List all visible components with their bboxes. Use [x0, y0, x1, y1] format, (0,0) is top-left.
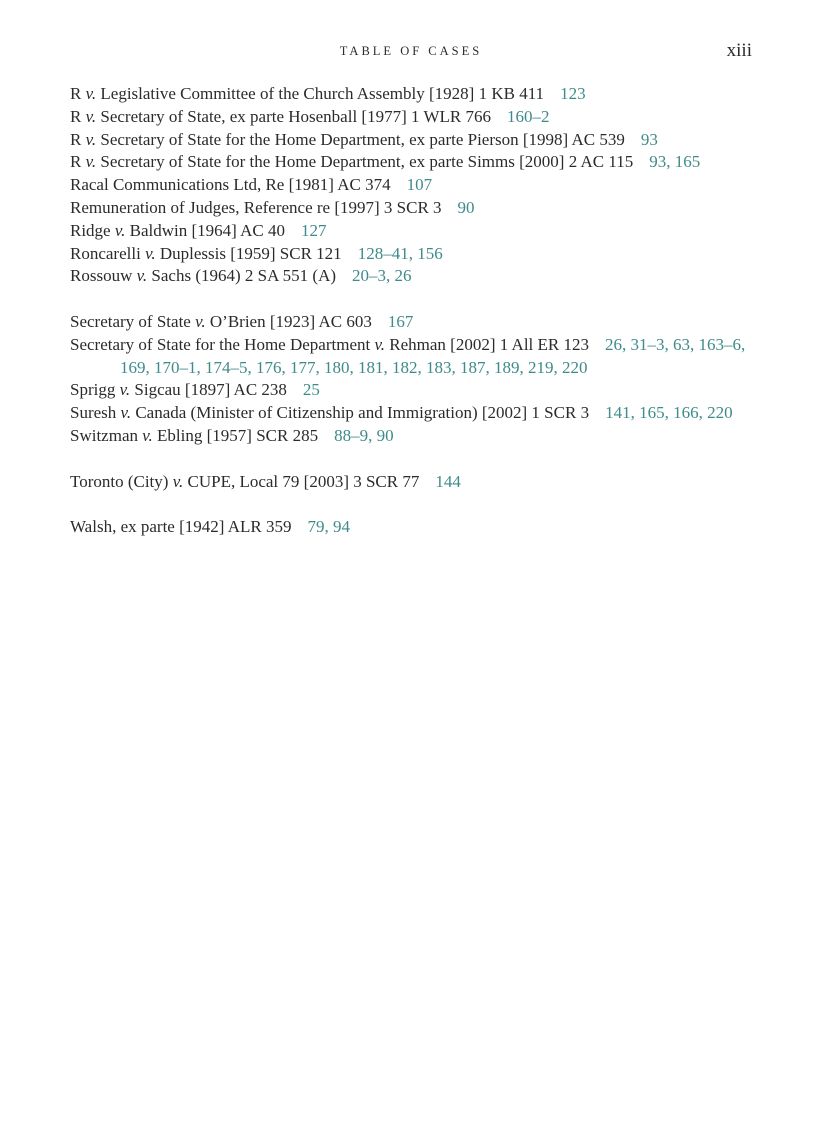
case-entry: Walsh, ex parte [1942] ALR 359 79, 94: [70, 517, 350, 537]
page-refs[interactable]: 25: [302, 380, 320, 400]
page-refs[interactable]: 93, 165: [649, 152, 701, 172]
page-header: [70, 40, 752, 66]
letter-group-gap: [70, 448, 760, 471]
case-entry: Racal Communications Ltd, Re [1981] AC 374 107: [70, 175, 433, 195]
case-entry: Suresh v. Canada (Minister of Citizenship and Immigration) [2002] 1 SCR 3 141, 165, 166, 220: [70, 403, 733, 423]
page-number: xiii: [726, 40, 752, 61]
page-refs[interactable]: 26, 31–3, 63, 163–6, 169, 170–1, 174–5, 176, 177, 180, 181, 182, 183, 187, 189, 219, 220: [120, 334, 746, 377]
page-refs[interactable]: 127: [301, 220, 327, 240]
page-refs[interactable]: 90: [457, 197, 475, 217]
page-refs[interactable]: 141, 165, 166, 220: [605, 403, 733, 423]
letter-group-gap: [70, 493, 760, 516]
page-refs[interactable]: 128–41, 156: [357, 243, 443, 263]
case-entry: R v. Secretary of State for the Home Department, ex parte Simms [2000] 2 AC 115 93, 165: [70, 152, 701, 172]
page-refs[interactable]: 79, 94: [307, 517, 350, 537]
case-entry: Switzman v. Ebling [1957] SCR 285 88–9, 90: [70, 425, 394, 445]
case-entry: Secretary of State v. O’Brien [1923] AC 603 167: [70, 311, 414, 331]
running-title: TABLE OF CASES: [339, 44, 483, 58]
page-refs[interactable]: 123: [560, 84, 586, 103]
case-entry: Rossouw v. Sachs (1964) 2 SA 551 (A) 20–3, 26: [70, 266, 412, 286]
page-refs[interactable]: 93: [640, 129, 658, 149]
case-entry: Remuneration of Judges, Reference re [1997] 3 SCR 3 90: [70, 197, 475, 217]
case-entry: Toronto (City) v. CUPE, Local 79 [2003] 3 SCR 77 144: [70, 471, 461, 491]
letter-group-gap: [70, 288, 760, 311]
case-entry: R v. Secretary of State for the Home Department, ex parte Pierson [1998] AC 539 93: [70, 129, 658, 149]
case-entry: Secretary of State for the Home Department v. Rehman [2002] 1 All ER 123 26, 31–3, 63, 163–6, 169, 170–1, 174–5, 176, 177, 180, 181, 182, 183, 187, 189, 219, 220: [70, 334, 746, 377]
case-entry: R v. Legislative Committee of the Church Assembly [1928] 1 KB 411 123: [70, 84, 586, 103]
page-refs[interactable]: 167: [387, 311, 414, 331]
case-entry: Ridge v. Baldwin [1964] AC 40 127: [70, 220, 327, 240]
page-refs[interactable]: 160–2: [506, 106, 550, 126]
page-refs[interactable]: 107: [406, 175, 433, 195]
page-refs[interactable]: 144: [435, 471, 461, 491]
page-refs[interactable]: 20–3, 26: [352, 266, 412, 286]
page-refs[interactable]: 88–9, 90: [334, 425, 394, 445]
case-entry: R v. Secretary of State, ex parte Hosenball [1977] 1 WLR 766 160–2: [70, 106, 550, 126]
case-entry: Sprigg v. Sigcau [1897] AC 238 25: [70, 380, 320, 400]
case-entry: Roncarelli v. Duplessis [1959] SCR 121 128–41, 156: [70, 243, 443, 263]
table-of-cases: [70, 83, 760, 539]
